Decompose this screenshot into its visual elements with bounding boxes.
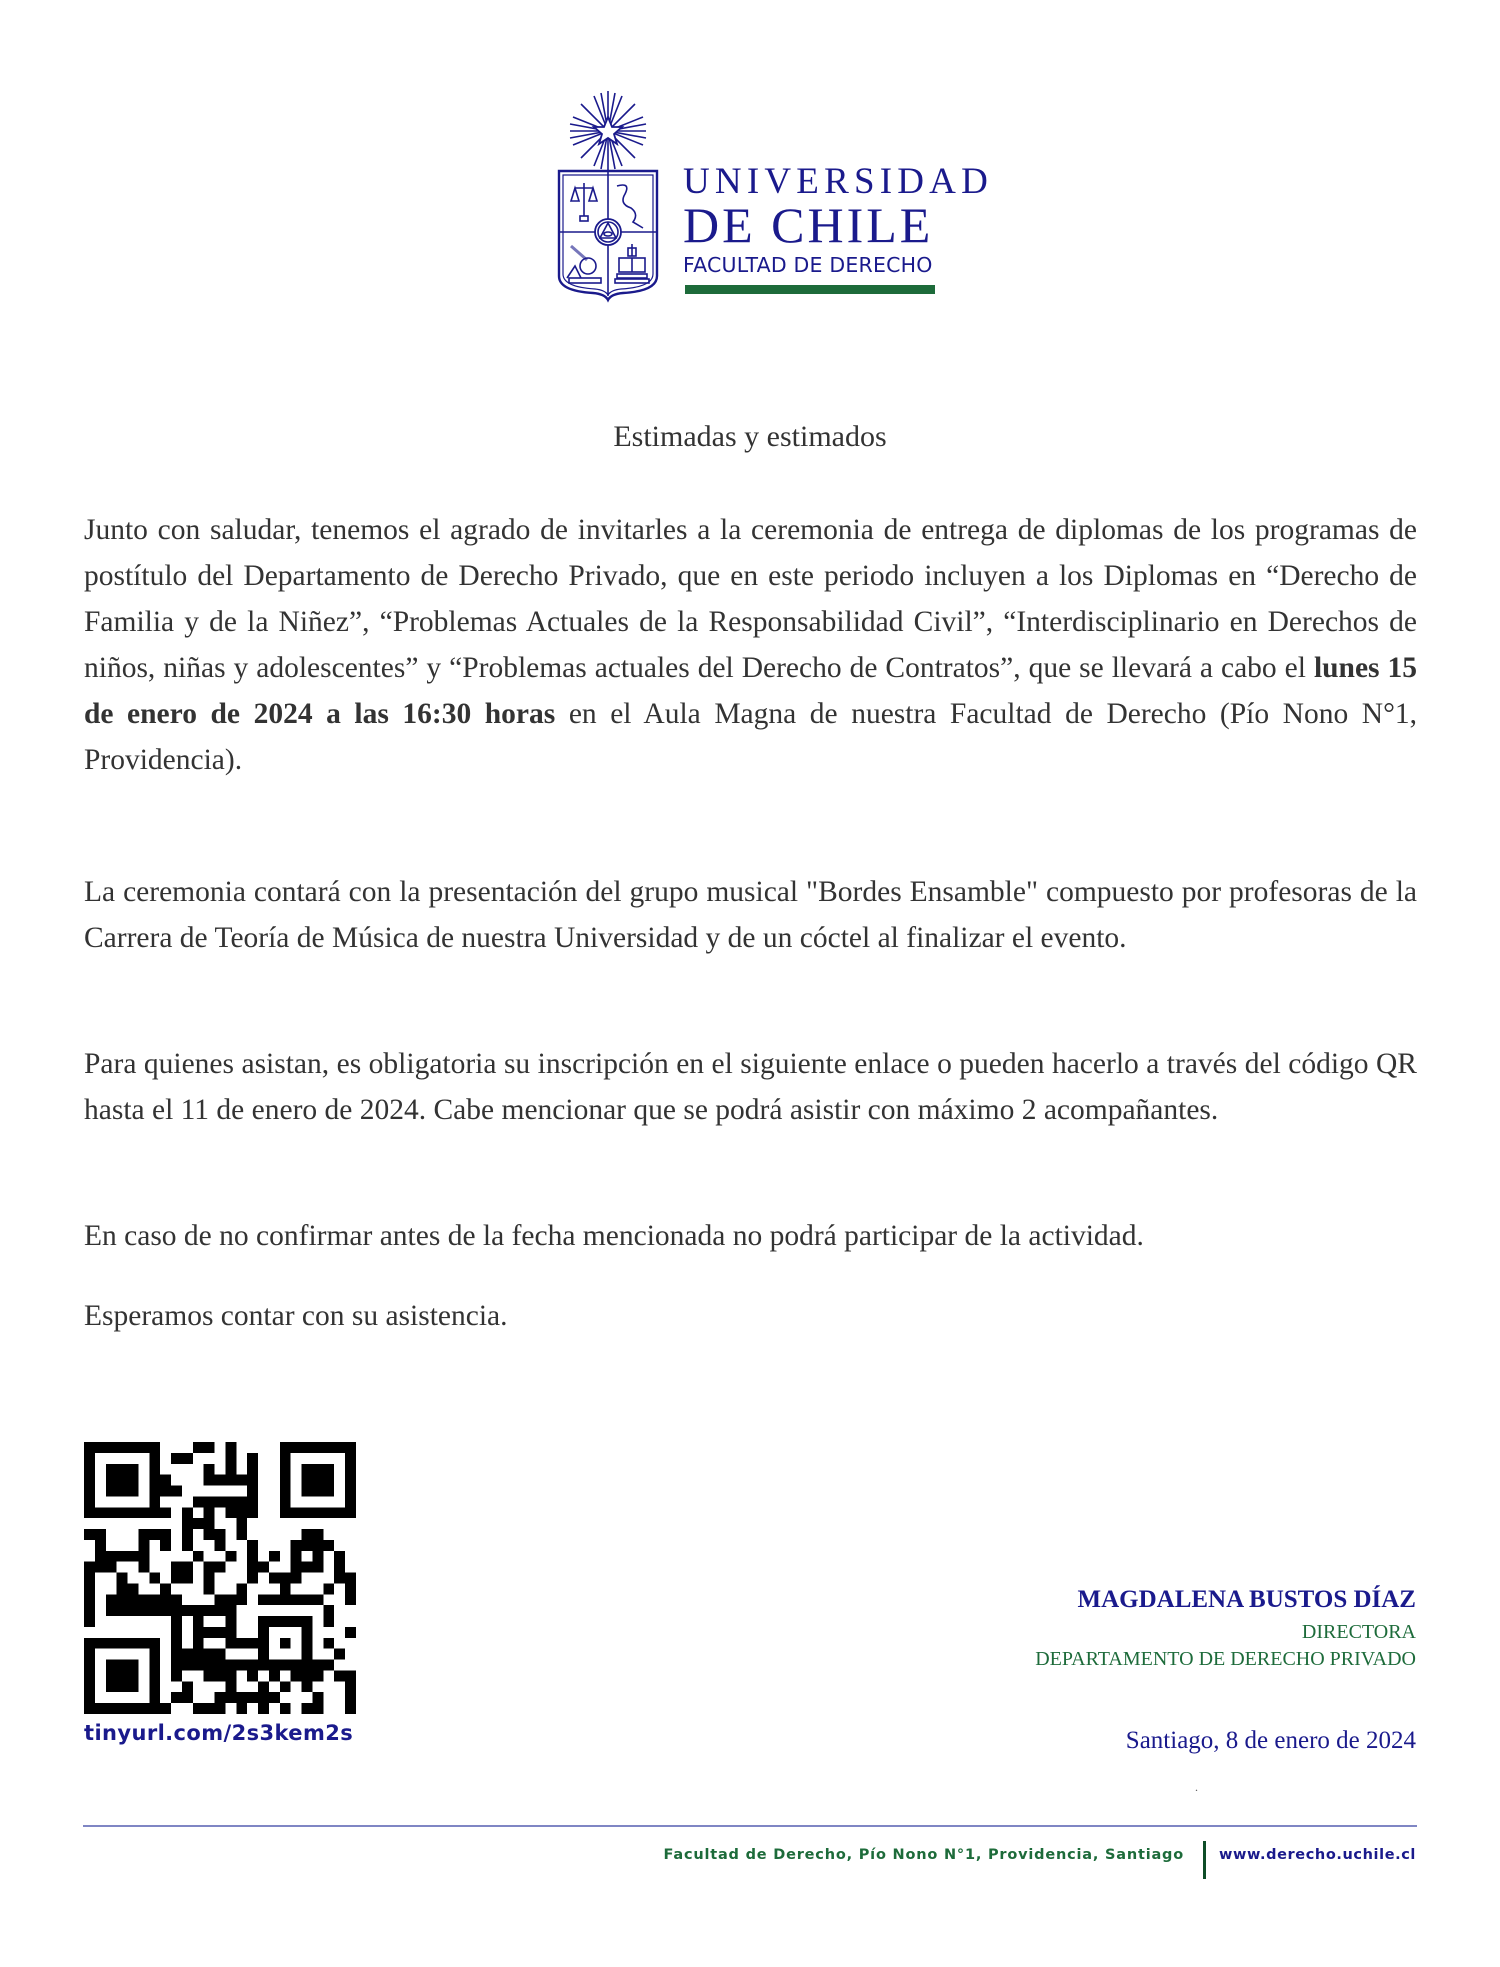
paragraph-registration: Para quienes asistan, es obligatoria su inscripción en el siguiente enlace o pueden hacerlo a través del código QR hasta el 11 de enero de 2024. Cabe mencionar que se podrá asistir con máximo 2 acompañantes. bbox=[84, 1048, 1417, 1126]
logo-faculty-text: FACULTAD DE DERECHO bbox=[683, 253, 933, 277]
logo-university-text: UNIVERSIDAD bbox=[683, 161, 994, 202]
paragraph-invitation bbox=[84, 507, 1417, 783]
registration-link[interactable]: tinyurl.com/2s3kem2s bbox=[84, 1721, 354, 1745]
paragraph-ceremony: La ceremonia contará con la presentación del grupo musical "Bordes Ensamble" compuesto por profesoras de la Carrera de Teoría de Música de nuestra Universidad y de un cóctel al finalizar el evento. bbox=[84, 876, 1417, 954]
footer-separator bbox=[1203, 1841, 1206, 1879]
letter-date: Santiago, 8 de enero de 2024 bbox=[1125, 1727, 1416, 1754]
invitation-text: Junto con saludar, tenemos el agrado de invitarles a la ceremonia de entrega de diplomas de los programas de postítulo del Departamento de Derecho Privado, que en este periodo incluyen a los Diplomas en “Derecho de Familia y de la Niñez”, “Problemas Actuales de la Responsabilidad Civil”, “Interdisciplinario en Derechos de niños, niñas y adolescentes” y “Problemas actuales del Derecho de Contratos”, que se llevará a cabo el bbox=[84, 514, 1417, 684]
signatory-department: DEPARTAMENTO DE DERECHO PRIVADO bbox=[1035, 1648, 1416, 1670]
stray-mark: . bbox=[1195, 1780, 1198, 1794]
letter-greeting: Estimadas y estimados bbox=[613, 420, 887, 453]
invitation-location: en el Aula Magna de nuestra Facultad de Derecho (Pío Nono N°1, Providencia). bbox=[84, 698, 1417, 776]
paragraph-closing: Esperamos contar con su asistencia. bbox=[84, 1300, 508, 1332]
footer-divider bbox=[83, 1825, 1417, 1827]
event-datetime: lunes 15 de enero de 2024 a las 16:30 horas bbox=[84, 652, 1417, 730]
logo-green-bar bbox=[685, 285, 935, 294]
signatory-role: DIRECTORA bbox=[1301, 1621, 1416, 1643]
qr-code-icon[interactable] bbox=[84, 1442, 356, 1714]
logo-chile-text: DE CHILE bbox=[683, 197, 934, 253]
university-crest-icon bbox=[553, 86, 663, 306]
paragraph-warning: En caso de no confirmar antes de la fecha mencionada no podrá participar de la actividad. bbox=[84, 1220, 1144, 1252]
signatory-name: MAGDALENA BUSTOS DÍAZ bbox=[1077, 1586, 1416, 1613]
footer-website-link[interactable]: www.derecho.uchile.cl bbox=[1218, 1847, 1416, 1863]
footer-address: Facultad de Derecho, Pío Nono N°1, Providencia, Santiago bbox=[663, 1847, 1184, 1863]
